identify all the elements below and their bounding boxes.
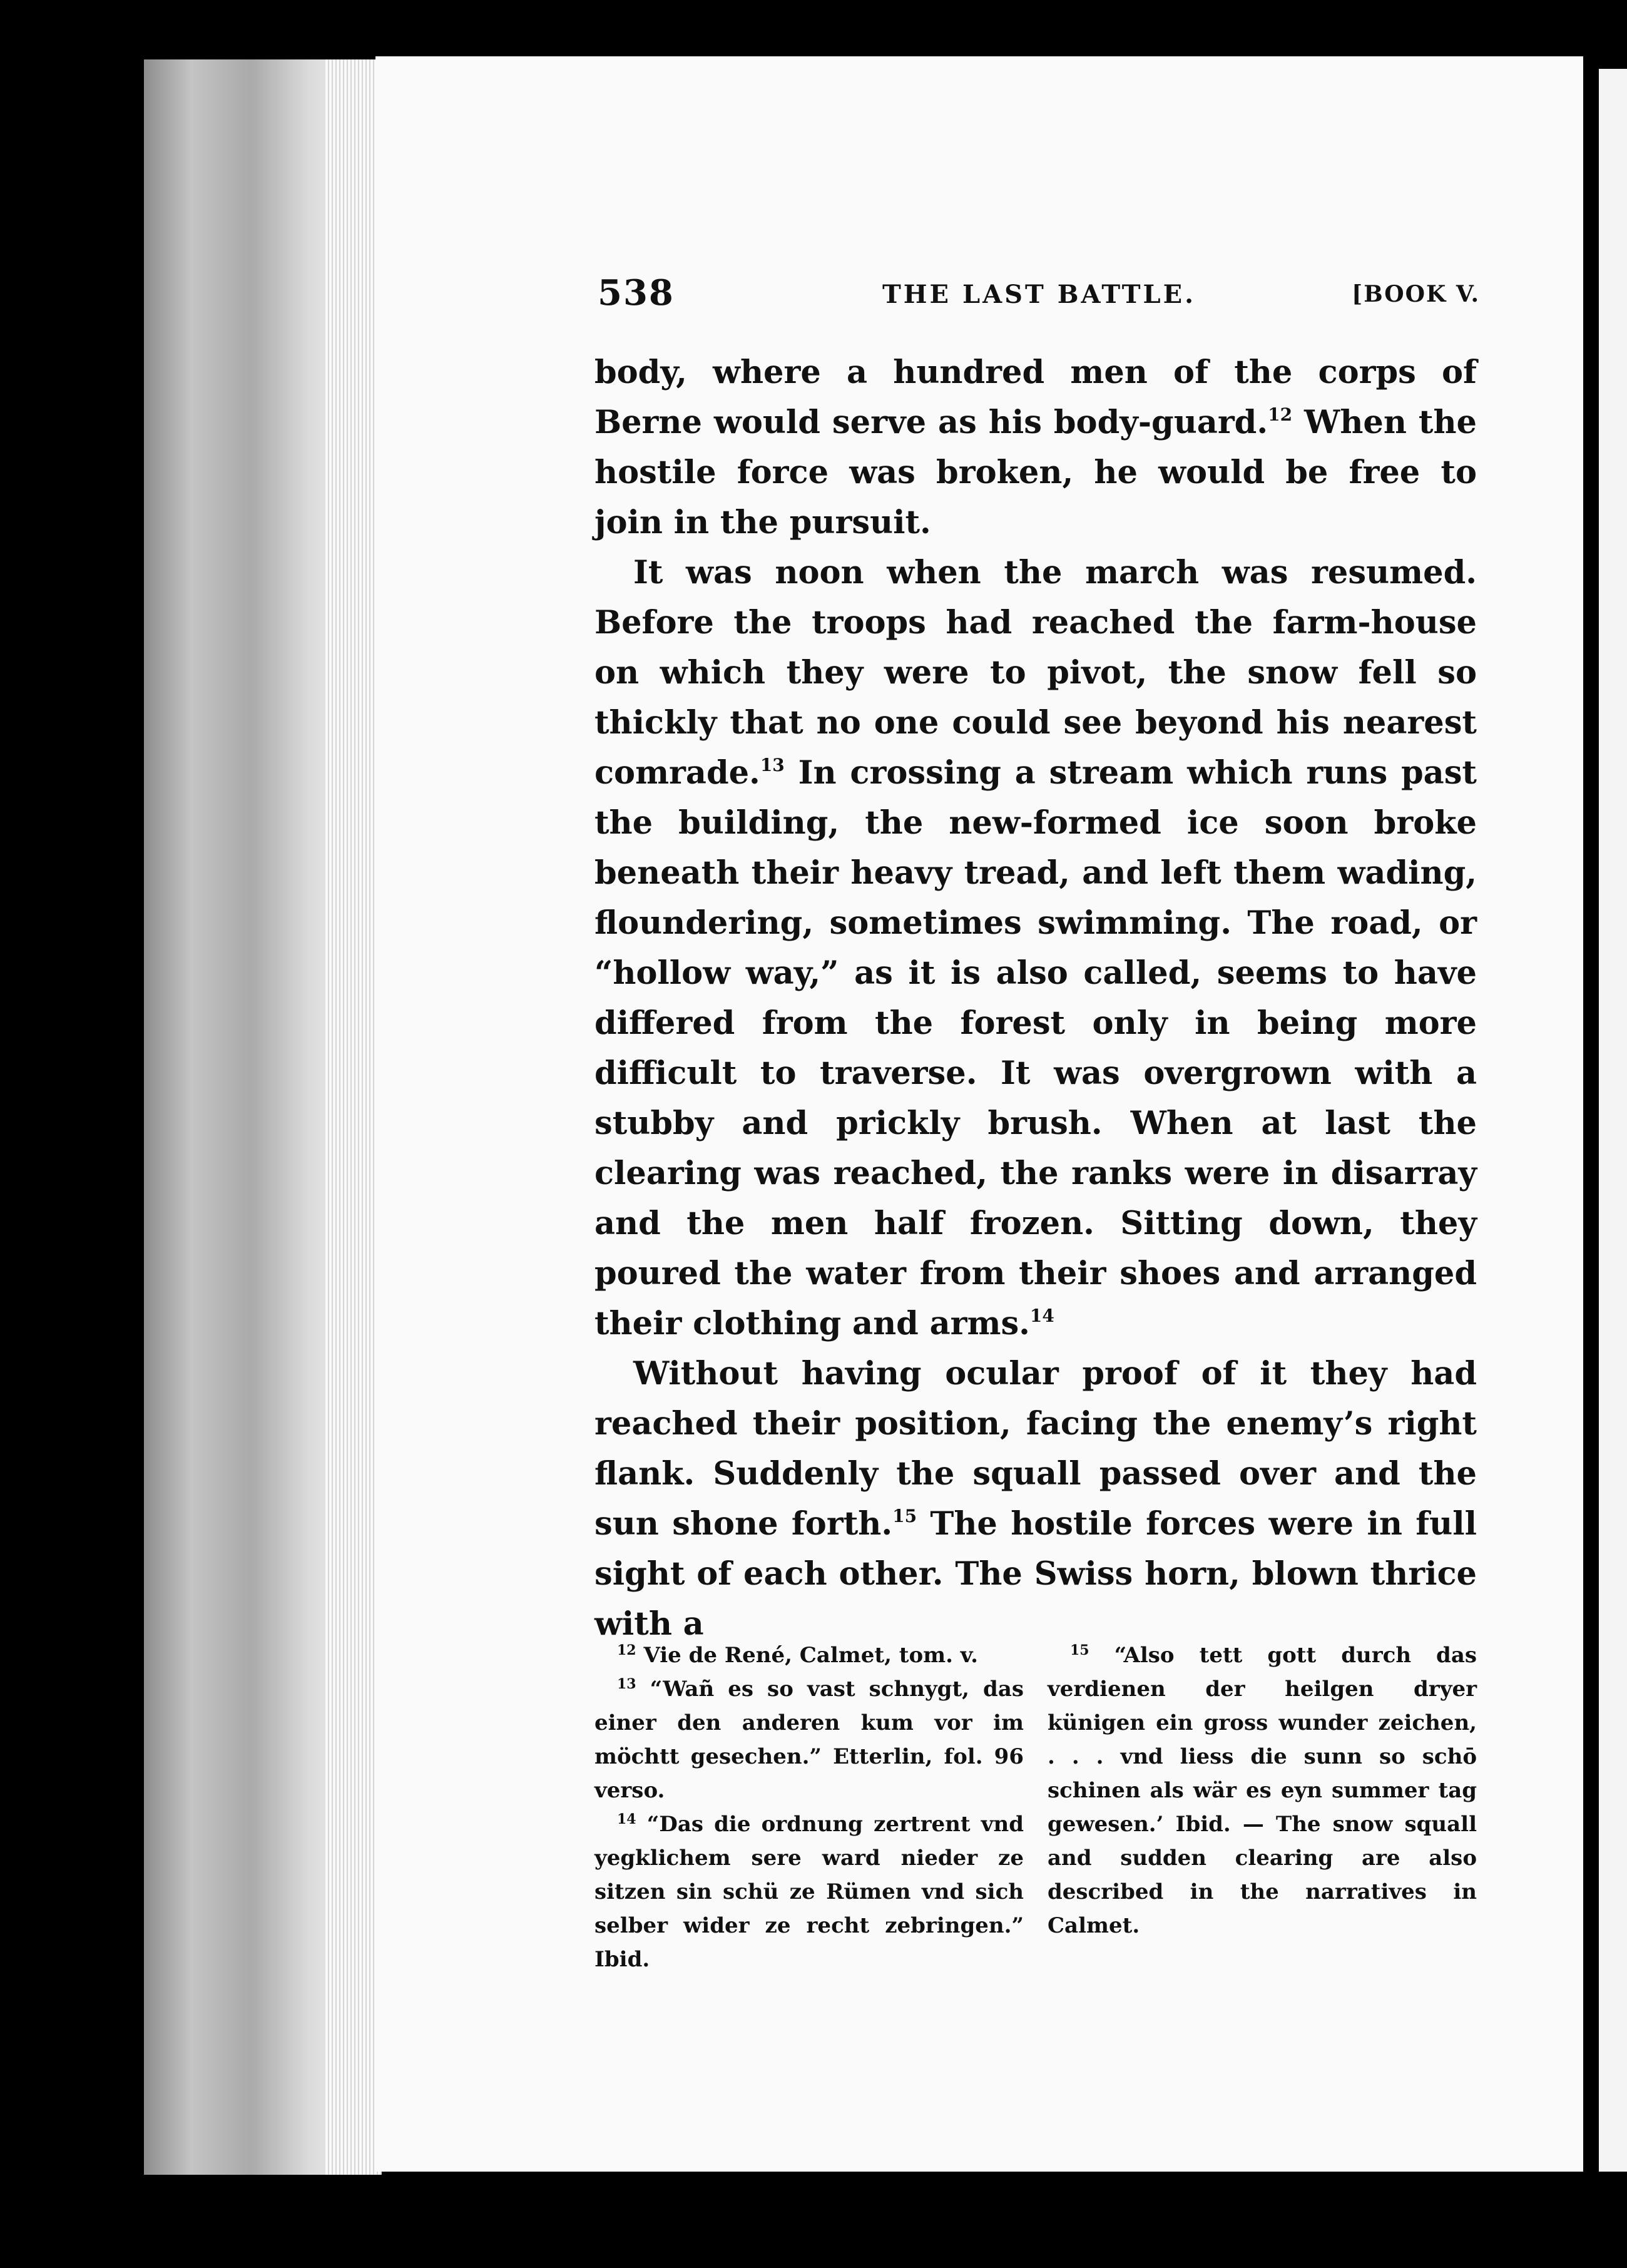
- chapter-title: THE LAST BATTLE.: [882, 280, 1196, 309]
- footnote-number: 13: [617, 1676, 636, 1692]
- paragraph-text: body, where a hundred men of the corps of Berne would serve as his body-guard.: [594, 354, 1477, 441]
- footnote-text: “Wañ es so vast schnygt, das einer den anderen kum vor im möchtt gesechen.” Etterlin, fol. 96 verso.: [594, 1677, 1024, 1803]
- footnote-12: [594, 1638, 1024, 1672]
- book-page: [375, 56, 1583, 2172]
- footnotes-right-column: [1048, 1638, 1477, 1943]
- page-number: 538: [598, 272, 675, 314]
- footnote-15: [1048, 1638, 1477, 1943]
- footnote-text: Vie de René, Calmet, tom. v.: [636, 1643, 978, 1668]
- body-text: [594, 347, 1477, 1649]
- book-page-edges: [144, 59, 382, 2175]
- footnote-ref: 14: [1029, 1305, 1054, 1326]
- footnote-ref: 12: [1268, 404, 1293, 425]
- footnote-text: “Also tett gott durch das verdienen der heilgen dryer künigen ein gross wunder zeichen, . . . vnd liess die sunn so schō schinen als wär es eyn summer tag gewesen.’ Ibid. — The snow squall and sudden clearing are also described in the narratives in Calmet.: [1048, 1643, 1477, 1938]
- paragraph-3: [594, 1349, 1477, 1649]
- footnote-number: 14: [617, 1811, 636, 1827]
- facing-page-edge: [1599, 69, 1627, 2172]
- paragraph-2: [594, 548, 1477, 1349]
- footnote-text: “Das die ordnung zertrent vnd yegklichem sere ward nieder ze sitzen sin schü ze Rümen vnd sich selber wider ze recht zebringen.” Ibid.: [594, 1812, 1024, 1972]
- paragraph-text: The hostile forces were in full sight of each other. The Swiss horn, blown thrice with a: [594, 1505, 1477, 1643]
- footnote-ref: 13: [760, 755, 785, 775]
- paragraph-text: When the hostile force was broken, he would be free to join in the pursuit.: [594, 404, 1477, 541]
- footnote-number: 12: [617, 1642, 636, 1658]
- footnotes: [594, 1638, 1477, 1972]
- running-head: [598, 272, 1480, 322]
- paragraph-text: It was noon when the march was resumed. Before the troops had reached the farm-house on which they were to pivot, the snow fell so thickly that no one could see beyond his nearest comrade.: [594, 554, 1477, 792]
- footnote-ref: 15: [892, 1506, 917, 1526]
- footnote-14: [594, 1807, 1024, 1976]
- book-label: [BOOK V.: [1352, 281, 1480, 307]
- footnote-number: 15: [1070, 1642, 1089, 1658]
- paragraph-1: [594, 347, 1477, 548]
- paragraph-text: Without having ocular proof of it they had reached their position, facing the enemy’s right flank. Suddenly the squall passed over and the sun shone forth.: [594, 1355, 1477, 1543]
- footnote-13: [594, 1672, 1024, 1807]
- footnotes-left-column: [594, 1638, 1024, 1976]
- paragraph-text: In crossing a stream which runs past the building, the new-formed ice soon broke beneath their heavy tread, and left them wading, floundering, sometimes swimming. The road, or “hollow way,” as it is also called, seems to have differed from the forest only in being more difficult to traverse. It was overgrown with a stubby and prickly brush. When at last the clearing was reached, the ranks were in disarray and the men half frozen. Sitting down, they poured the water from their shoes and arranged their clothing and arms.: [594, 754, 1477, 1342]
